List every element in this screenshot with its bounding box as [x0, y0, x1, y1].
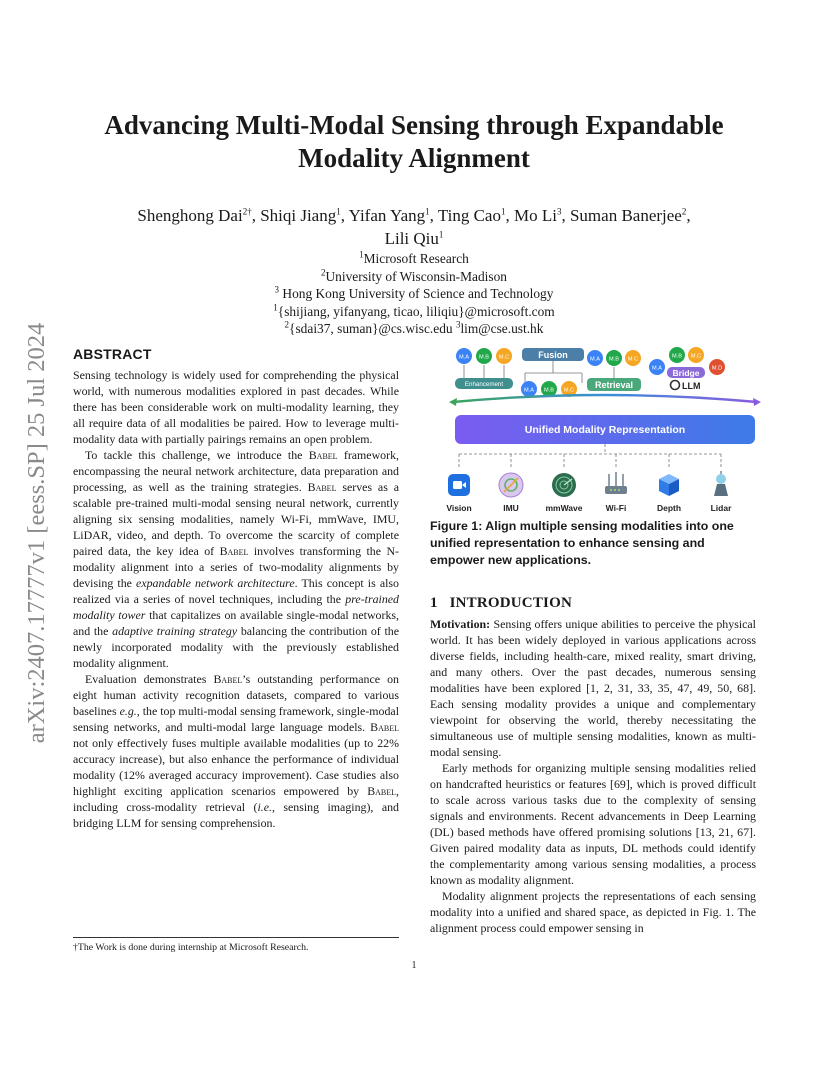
author-list: Shenghong Dai$^{2\dagger}$, Shiqi Jiang$^1$, Yifan Yang$^1$, Ting Cao$^1$, Mo Li$^3$, Suman Banerjee$^2$, Lili Qiu$^1$: [137, 206, 691, 248]
modality-c-label: M.C: [498, 354, 510, 361]
title-line-1: Advancing Multi-Modal Sensing through Expandable: [104, 110, 724, 140]
modality-b-label: M.B: [609, 356, 619, 363]
author: Shiqi Jiang$^1$: [260, 206, 341, 225]
affiliation-line: $^1$Microsoft Research: [359, 249, 469, 266]
alignment-arc-arrow: [453, 395, 757, 402]
bridge-label: Bridge: [672, 368, 700, 378]
depth-cube-icon: [659, 474, 679, 496]
author: Mo Li$^3$: [513, 206, 562, 225]
paper-title: [60, 109, 768, 175]
modality-name-label: Depth: [656, 503, 682, 513]
figure-1-caption: Figure 1: Align multiple sensing modalities into one unified representation to enhance sensing and empower new applications.: [430, 519, 734, 567]
enhancement-label: Enhancement: [464, 381, 504, 388]
figure-1-diagram: [445, 345, 765, 515]
modality-name-label: Lidar: [710, 503, 732, 513]
abstract-paragraph: Evaluation demonstrates Babel’s outstanding performance on eight human activity recognition datasets, compared to various baselines e.g., the top multi-modal sensing framework, single-modal sensing networks, and multi-modal large language models. Babel not only effectively fuses multiple available modalities (up to 22% accuracy increase), but also enhance the performance of individual modality (12% averaged accuracy improvement). Case studies also highlight exciting application scenarios empowered by Babel, including cross-modality retrieval (i.e., sensing imaging), and bridging LLM for sensing comprehension.: [73, 672, 400, 830]
introduction-section: [430, 595, 756, 936]
modality-name-label: Wi-Fi: [605, 503, 627, 513]
author: Yifan Yang$^1$: [348, 206, 430, 225]
author: Ting Cao$^1$: [437, 206, 506, 225]
arxiv-identifier-stamp: [22, 293, 52, 773]
abstract-section: [73, 346, 399, 831]
modality-c-label: M.C: [563, 387, 575, 394]
affiliation-email: $^2${sdai37, suman}@cs.wisc.edu $^3$lim@cse.ust.hk: [284, 319, 544, 336]
modality-b-label: M.B: [544, 387, 554, 394]
intro-paragraph: Early methods for organizing multiple sensing modalities relied on handcrafted heuristics or features [69], which is proved difficult to scale across various tasks due to the complexity of sensing signals and environments. Recent advancements in Deep Learning (DL) based methods have offered promising solutions [13, 21, 67]. Given paired modality data as inputs, DL methods could identify the complementarity among various sensing modalities, a process known as modality alignment.: [430, 761, 756, 887]
wifi-router-icon: [605, 472, 627, 494]
modality-a-label: M.A: [459, 354, 469, 361]
abstract-paragraph: Sensing technology is widely used for comprehending the physical world, with numerous modalities explored in past decades. While there has been considerable work on multi-modality learning, they all require data of all modalities be paired. How to leverage multi-modality data with partially pairings remains an open problem.: [73, 368, 399, 446]
modality-b-label: M.B: [672, 353, 682, 360]
intro-paragraph: Motivation: Sensing offers unique abilities to perceive the physical world. It has been widely deployed in various applications across diverse fields, including health-care, mixed reality, smart driving, and many others. Over the past decades, numerous sensing modalities have been explored [1, 2, 31, 33, 35, 47, 49, 50, 68]. Each sensing modality provides a unique and complementary viewpoint for observing the world, thereby necessitating the simultaneous use of multiple sensing modalities, known as multi-modal sensing.: [430, 617, 756, 759]
introduction-heading: 1 INTRODUCTION: [430, 595, 572, 611]
author: Suman Banerjee$^2$: [569, 206, 687, 225]
modality-c-label: M.C: [690, 353, 702, 360]
llm-logo-icon: [671, 381, 680, 390]
lidar-sensor-icon: [714, 471, 728, 496]
modality-a-label: M.A: [590, 356, 600, 363]
modality-name-label: IMU: [503, 503, 519, 513]
author: Lili Qiu$^1$: [384, 229, 444, 248]
title-line-2: Modality Alignment: [298, 143, 530, 173]
retrieval-label: Retrieval: [594, 380, 634, 390]
author: Shenghong Dai$^{2\dagger}$: [137, 206, 252, 225]
affiliation-line: $^3$ Hong Kong University of Science and Technology: [274, 284, 554, 301]
modality-a-label: M.A: [524, 387, 534, 394]
modality-name-label: Vision: [446, 503, 472, 513]
llm-label: LLM: [682, 381, 701, 391]
modality-a-label: M.A: [652, 365, 662, 372]
intro-paragraph: Modality alignment projects the representations of each sensing modality into a unified and shared space, as depicted in Fig. 1. The alignment process could empower sensing in: [430, 889, 756, 935]
page-number: 1: [411, 960, 417, 971]
modality-name-label: mmWave: [545, 503, 583, 513]
modality-d-label: M.D: [711, 365, 723, 372]
affiliations: [150, 250, 678, 338]
footnote: †The Work is done during internship at Microsoft Research.: [73, 942, 309, 953]
abstract-paragraph: To tackle this challenge, we introduce the Babel framework, encompassing the neural network architecture, data preparation and processing, as well as the training strategies. Babel serves as a scalable pre-trained multi-modal sensing neural network, currently aligning six sensing modalities, namely Wi-Fi, mmWave, IMU, LiDAR, video, and depth. To overcome the scarcity of complete paired data, the key idea of Babel involves transforming the N-modality alignment into a series of two-modality alignments by devising the expandable network architecture. This concept is also realized via a series of novel techniques, including the pre-trained modality tower that capitalizes on available single-modal networks, and the adaptive training strategy balancing the contribution of the newly incorporated modality with the previously established modality alignment.: [73, 448, 399, 670]
modality-b-label: M.B: [479, 354, 489, 361]
affiliation-line: $^2$University of Wisconsin-Madison: [321, 267, 507, 284]
fusion-label: Fusion: [538, 350, 568, 360]
affiliation-email: $^1${shijiang, yifanyang, ticao, liliqiu}@microsoft.com: [273, 302, 555, 319]
modality-c-label: M.C: [627, 356, 639, 363]
abstract-heading: ABSTRACT: [73, 346, 152, 362]
figure-1: [445, 345, 765, 515]
arxiv-stamp-text: arXiv:2407.17777v1 [eess.SP] 25 Jul 2024: [23, 322, 50, 744]
footnote-divider: [73, 937, 399, 938]
unified-representation-label: Unified Modality Representation: [524, 424, 686, 436]
